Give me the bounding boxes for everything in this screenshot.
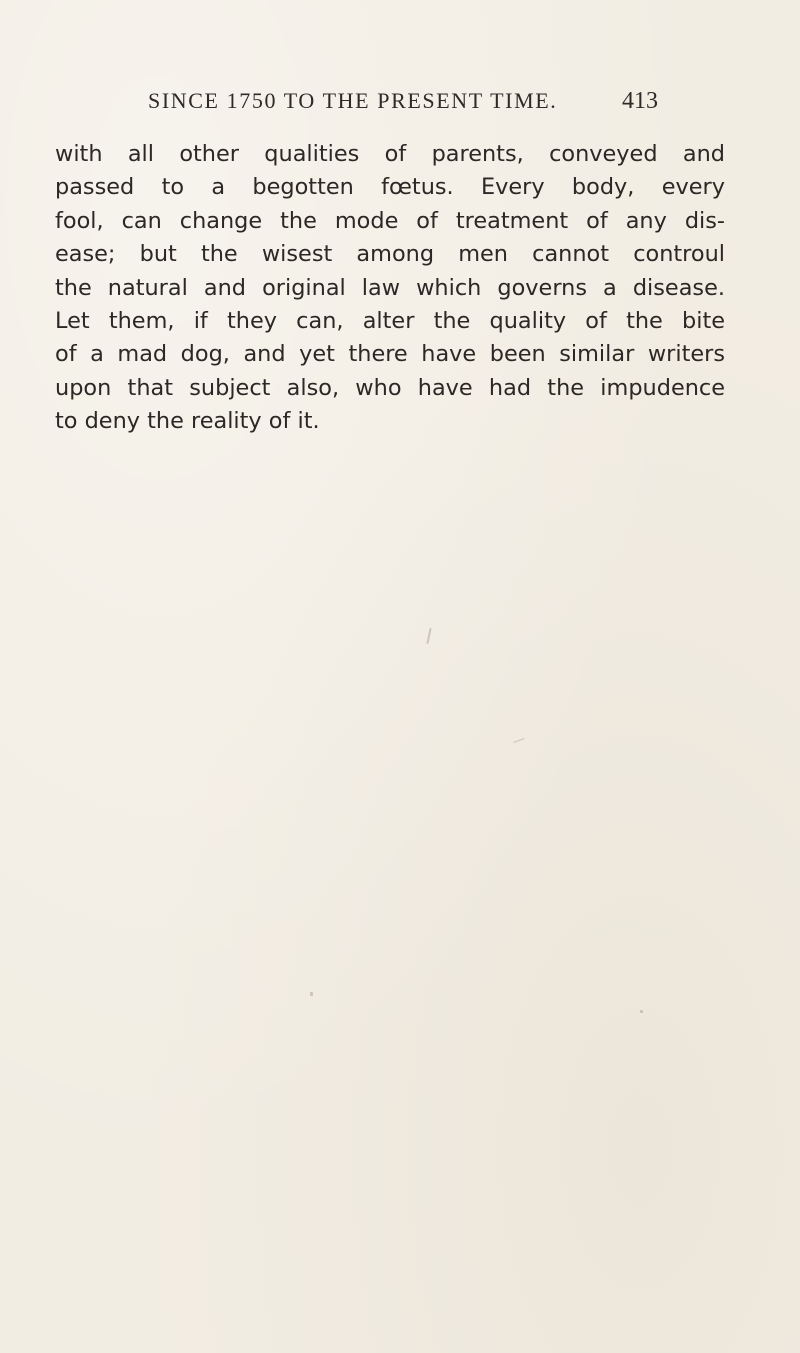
text-line: upon that subject also, who have had the impudence — [55, 374, 725, 401]
text-line: of a mad dog, and yet there have been similar writers — [55, 341, 725, 368]
paper-speck — [426, 628, 431, 644]
paper-speck — [310, 992, 313, 996]
text-line: ease; but the wisest among men cannot controul — [55, 241, 725, 268]
page-number: 413 — [622, 88, 658, 114]
text-line: Let them, if they can, alter the quality of the bite — [55, 307, 725, 334]
text-line: to deny the reality of it. — [55, 408, 320, 435]
text-line: fool, can change the mode of treatment of any dis- — [55, 207, 725, 234]
paper-speck — [513, 738, 525, 743]
body-paragraph — [55, 138, 725, 439]
paper-speck — [640, 1010, 643, 1013]
text-line: passed to a begotten fœtus. Every body, every — [55, 174, 725, 201]
text-line: the natural and original law which governs a disease. — [55, 274, 725, 301]
text-line: with all other qualities of parents, conveyed and — [55, 141, 725, 167]
running-head — [148, 88, 658, 120]
running-title: SINCE 1750 TO THE PRESENT TIME. — [148, 88, 558, 113]
